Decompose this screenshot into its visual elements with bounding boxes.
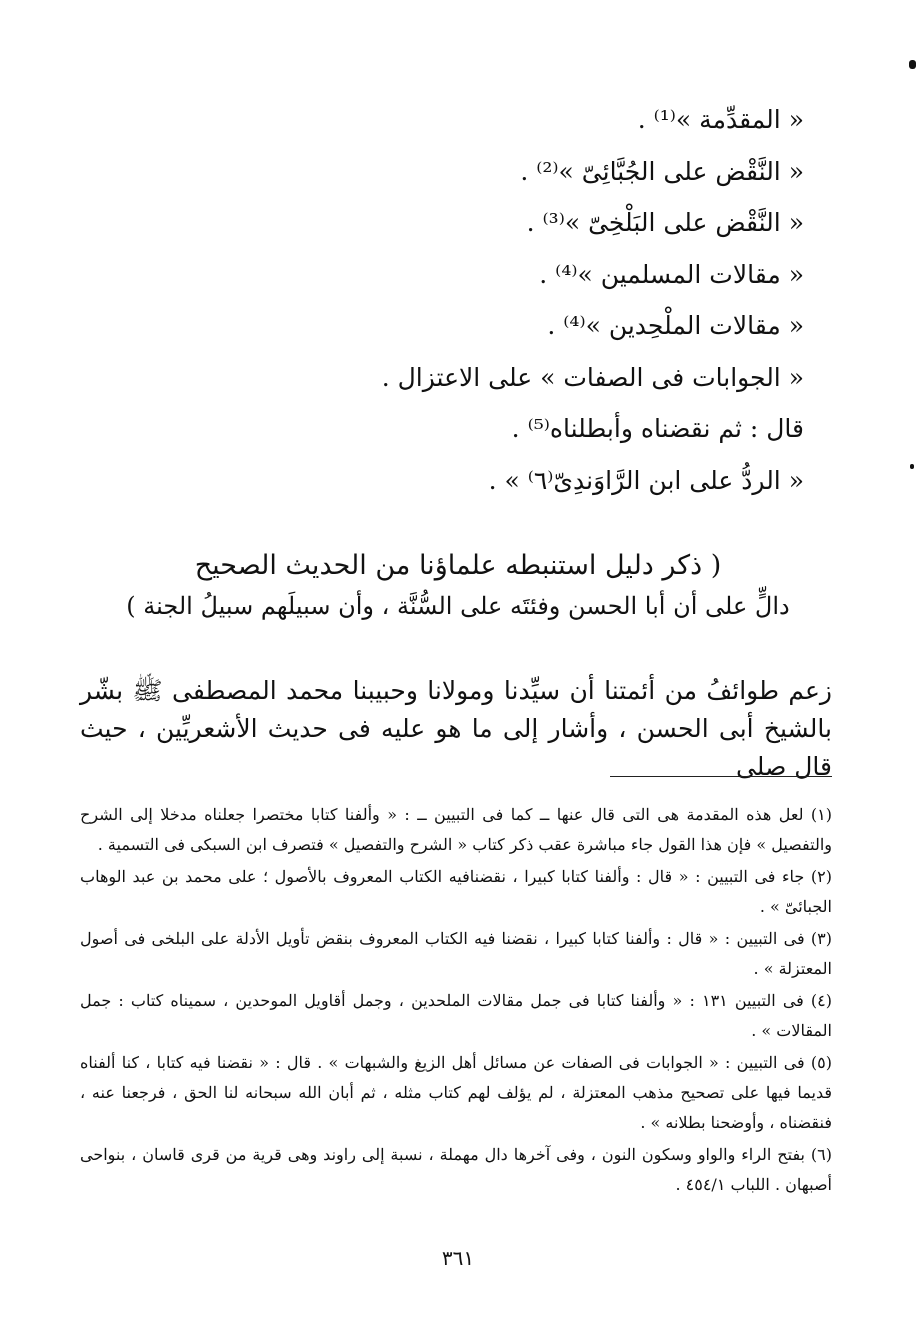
footnote: (٤) فى التبيين ١٣١ : « وألفنا كتابا فى جمل مقالات الملحدين ، وجمل أقاويل الموحدين ، سميناه كتاب : جمل المقالات » . (80, 991, 833, 1040)
footnote: (٢) جاء فى التبيين : « قال : وألفنا كتابا كبيرا ، نقضنافيه الكتاب المعروف بالأصول ؛ على محمد بن عبد الوهاب الجبائىّ » . (80, 867, 832, 916)
section-heading-line-1: ( ذكر دليل استنبطه علماؤنا من الحديث الصحيح (194, 550, 722, 581)
footnote: (١) لعل هذه المقدمة هى التى قال عنها ــ كما فى التبيين ــ : « وألفنا كتابا مختصرا جعلناه مدخلا إلى الشرح والتفصيل » فإن هذا القول جاء مباشرة عقب ذكر كتاب « الشرح والتفصيل » فتصرف ابن السبكى فى التسمية . (80, 805, 833, 854)
work-item: « المقدِّمة »⁽¹⁾ . (637, 105, 804, 134)
work-item: « مقالات المسلمين »⁽⁴⁾ . (539, 259, 804, 289)
edge-mark (910, 464, 914, 469)
body-paragraph: زعم طوائفُ من أئمتنا أن سيِّدنا ومولانا وحبيبنا محمد المصطفى ﷺ بشّر بالشيخ أبى الحسن ، وأشار إلى ما هو عليه فى حديث الأشعريِّين ، حيث قال صلى (80, 676, 832, 781)
edge-mark (909, 60, 916, 69)
work-item: « النَّقْض على الجُبَّائِىّ »⁽²⁾ . (520, 156, 804, 186)
work-item: قال : ثم نقضناه وأبطلناه⁽⁵⁾ . (511, 414, 804, 443)
footnotes (80, 800, 832, 1202)
work-item: « مقالات الملْحِدين »⁽⁴⁾ . (547, 311, 804, 340)
work-item: « الردُّ على ابن الرَّاوَندِىّ⁽٦⁾ » . (488, 465, 804, 495)
works-list (204, 104, 804, 516)
footnote: (٥) فى التبيين : « الجوابات فى الصفات عن مسائل أهل الزيغ والشبهات » . قال : « نقضنا فيه كتابا ، كنا ألفناه قديما فيها على تصحيح مذهب المعتزلة ، لم يؤلف لهم كتاب مثله ، ثم أبان الله سبحانه لنا الحق ، فرجعنا عنه ، فنقضناه ، وأوضحنا بطلانه » . (80, 1053, 832, 1132)
work-item: « النَّقْض على البَلْخِىّ »⁽³⁾ . (526, 208, 804, 237)
footnote: (٦) بفتح الراء والواو وسكون النون ، وفى آخرها دال مهملة ، نسبة إلى راوند وهى قرية من قرى قاسان ، بنواحى أصبهان . اللباب ٤٥٤/١ . (80, 1145, 832, 1194)
footnote-separator (610, 776, 832, 777)
page-number: ٣٦١ (441, 1246, 475, 1270)
work-item: « الجوابات فى الصفات » على الاعتزال . (381, 362, 804, 392)
footnote: (٣) فى التبيين : « قال : وألفنا كتابا كبيرا ، نقضنا فيه الكتاب المعروف بنقض تأويل الأدلة على البلخى فى أصول المعتزلة » . (80, 929, 832, 978)
section-heading (120, 546, 796, 626)
section-heading-line-2: دالٍّ على أن أبا الحسن وفئتَه على السُّنَّة ، وأن سبيلَهم سبيلُ الجنة ) (126, 592, 790, 620)
